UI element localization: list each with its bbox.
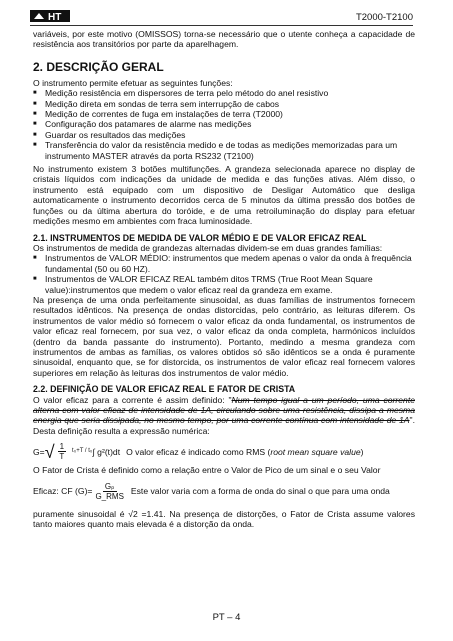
svg-text:HT: HT — [48, 12, 62, 22]
crest-formula-row — [33, 482, 415, 501]
crest-intro: O Fator de Crista é definido como a relação entre o Valor de Pico de um sinal e o seu Valor — [33, 465, 381, 476]
list-item: ■ Medição resistência em dispersores de terra pelo método do anel resistivo — [33, 88, 415, 98]
formula-description: O valor eficaz é indicado como RMS (root mean square value) — [126, 446, 364, 457]
formula-integral: ∫ g²(t)dt — [92, 446, 121, 457]
section2-bullet-list — [33, 88, 415, 161]
crest-final-paragraph: puramente sinusoidal é √2 =1.41. Na presença de distorções, o Fator de Crista assume valores tanto maiores quanto mais elevada é a distorção da onda. — [33, 508, 415, 530]
model-code: T2000-T2100 — [355, 12, 413, 23]
crest-fraction: $\frac{\text{Gₚ}}{\text{G\_RMS}}$ — [95, 481, 124, 501]
formula-lhs: G= — [33, 446, 45, 457]
list-item: ■ Configuração dos patamares de alarme nas medições — [33, 119, 415, 129]
list-item: ■ Instrumentos de VALOR EFICAZ REAL também ditos TRMS (True Root Mean Square value):instrumentos que medem o valor eficaz real da grandeza em exame. — [33, 274, 415, 295]
section2-lead: O instrumento permite efetuar as seguintes funções: — [33, 77, 233, 88]
section21-paragraph: Na presença de uma onda perfeitamente sinusoidal, as duas famílias de instrumentos fornecem resultados idênticos. Na presença de ondas distorcidas, pelo contrário, as leituras diferem. Os instrumentos de valor médio só fornecem o valor eficaz da onda fundamental, os instrumentos de valor eficaz real fornecem, por sua vez, o valor eficaz da onda completa, harmónicos incluídos (dentro da banda passante do instrumento). Portanto, medindo a mesma grandeza com instrumentos de ambas as famílias, os valores obtidos só são idênticos se a onda é puramente sinusoidal, enquanto que, se for distorcida, os instrumentos de valor eficaz real fornecem valores superiores em relação às leituras dos instrumentos de valor médio. — [33, 294, 415, 378]
section22-paragraph: O valor eficaz para a corrente é assim definido: "Num tempo igual a um período, uma corrente alterna com valor eficaz de intensidade de 1A, circulando sobre uma resistência, dissipa a mesma energia que seria dissipada, no mesmo tempo, por uma corrente contínua com intensidade de 1A". Desta definição resulta a expressão numérica: — [33, 394, 415, 436]
list-item: ■ Medição de correntes de fuga em instalações de terra (T2000) — [33, 109, 415, 119]
list-item: ■ Transferência do valor da resistência medido e de todas as medições memorizadas para um instrumento MASTER através da porta RS232 (T2100) — [33, 140, 415, 161]
intro-paragraph: variáveis, por este motivo (OMISSOS) torna-se necessário que o utente conheça a capacidade de resistência aos transitórios por parte da aparelhagem. — [33, 29, 415, 50]
list-item: ■ Medição direta em sondas de terra sem interrupção de cabos — [33, 99, 415, 109]
page-content — [33, 29, 415, 529]
list-item: ■ Instrumentos de VALOR MÉDIO: instrumentos que medem apenas o valor da onda à frequência fundamental (50 ou 60 HZ). — [33, 253, 415, 274]
header-rule — [30, 25, 413, 26]
formula-fraction: $\frac{1}{T}$ — [59, 442, 65, 462]
sqrt-icon: √ — [44, 441, 55, 462]
page-number: PT – 4 — [212, 612, 241, 623]
section-title-2-1: 2.1. INSTRUMENTOS DE MEDIDA DE VALOR MÉDIO E DE VALOR EFICAZ REAL — [33, 232, 367, 243]
crest-after: Este valor varia com a forma de onda do sinal o que para uma onda — [130, 485, 390, 496]
section-title-2: 2. DESCRIÇÃO GERAL — [33, 59, 164, 74]
ht-logo — [30, 9, 70, 21]
list-item: ■ Guardar os resultados das medições — [33, 130, 415, 140]
crest-label: Eficaz: CF (G)= — [33, 485, 93, 496]
section21-bullet-list — [33, 253, 415, 295]
section21-lead: Os instrumentos de medida de grandezas alternadas dividem-se em duas grandes famílias: — [33, 242, 383, 253]
section-title-2-2: 2.2. DEFINIÇÃO DE VALOR EFICAZ REAL E FATOR DE CRISTA — [33, 384, 296, 395]
section2-paragraph: No instrumento existem 3 botões multifunções. A grandeza selecionada aparece no display de cristais líquidos com indicações da unidade de medida e das funções ativas. Além disso, o instrumento está equipado com um dispositivo de Desligar Automático que desliga automaticamente o instrumento decorridos cerca de 5 minutos da última pressão dos botões de funções ou da última abertura do toróide, e de uma retroiluminação do display para efetuar medições mesmo em ambientes com fraca luminosidade. — [33, 164, 415, 227]
rms-formula — [33, 442, 415, 461]
definition-quote: Num tempo igual a um período, uma corrente alterna com valor eficaz de intensidade de 1A, circulando sobre uma resistência, dissipa a mesma energia que seria dissipada, no mesmo tempo, por uma corrente contínua com intensidade de 1A — [33, 394, 415, 426]
formula-limits: t₀+T / t₀ — [72, 448, 93, 455]
sqrt2-expression: √2 =1.41 — [128, 508, 164, 519]
